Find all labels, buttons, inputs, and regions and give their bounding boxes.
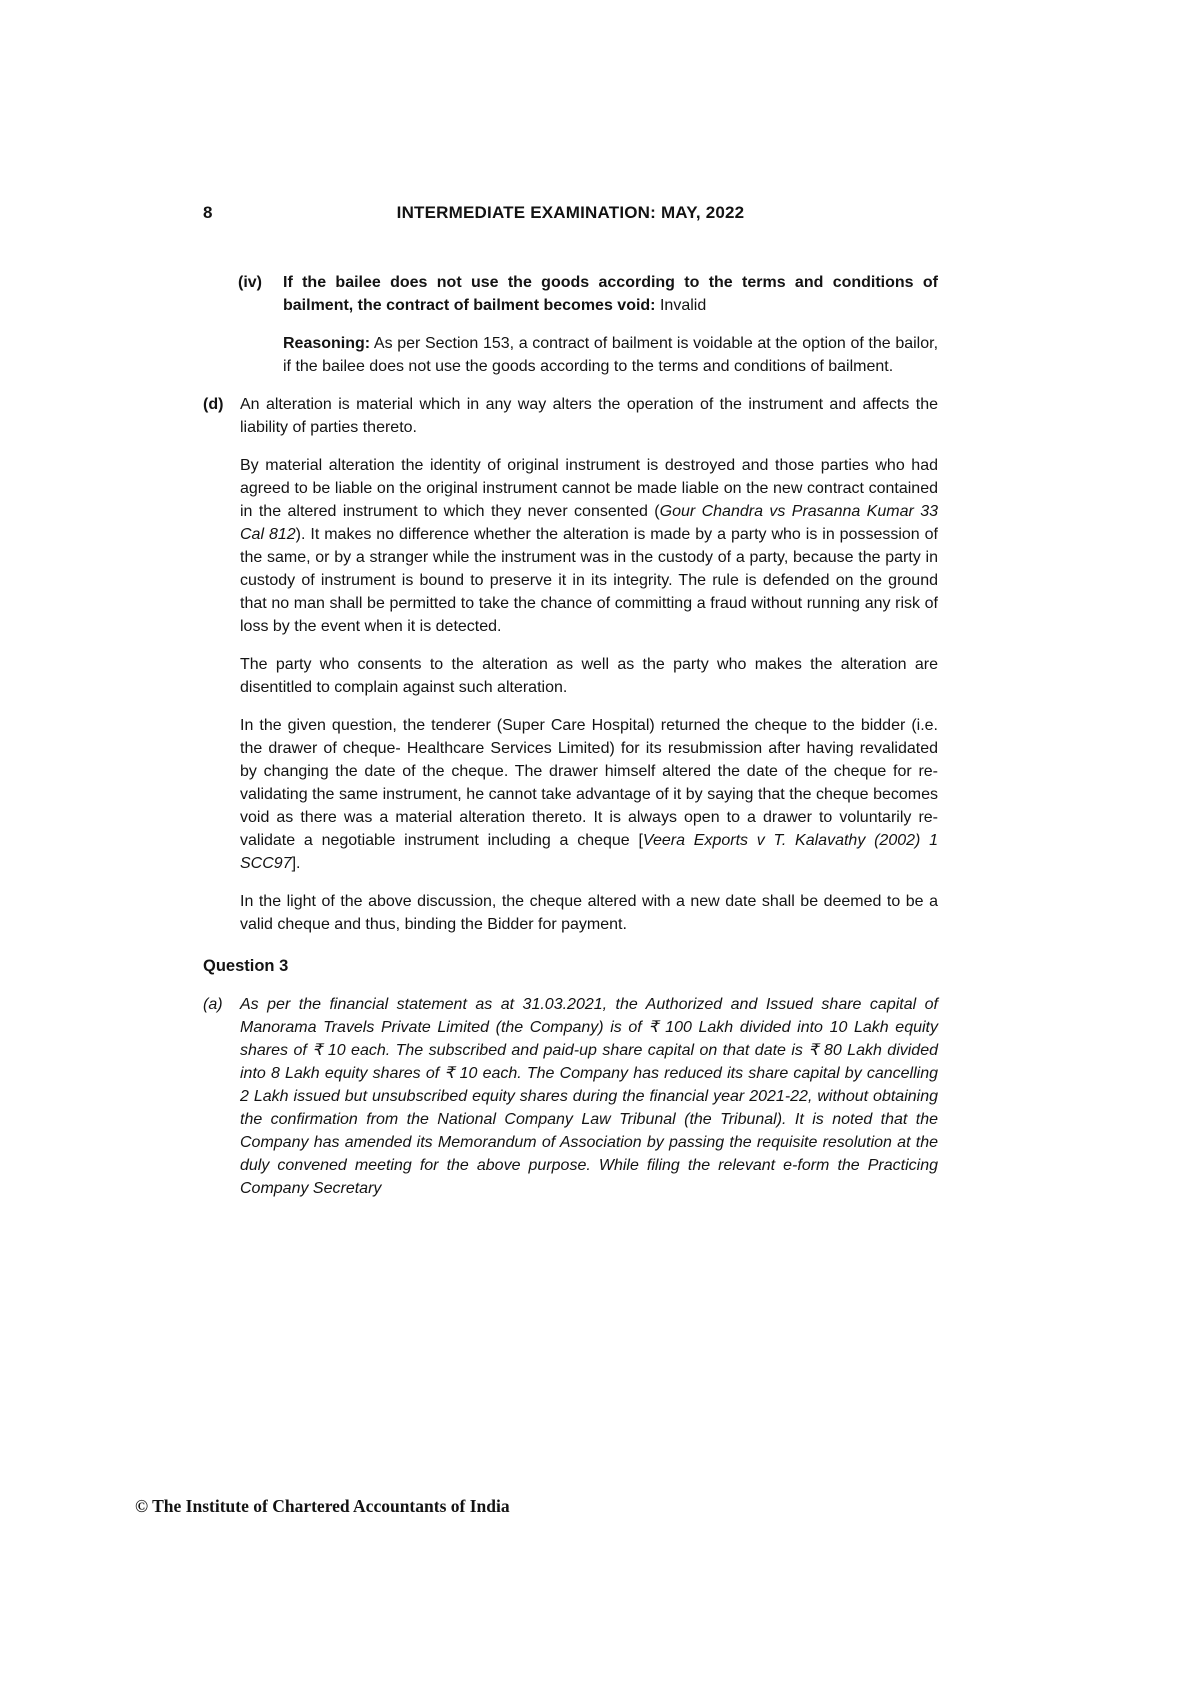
d-paragraph-1: An alteration is material which in any way alters the operation of the instrument and affects the liability of parties thereto. bbox=[240, 396, 938, 436]
iv-reasoning-text: As per Section 153, a contract of bailment is voidable at the option of the bailor, if the bailee does not use the goods according to the terms and conditions of bailment. bbox=[283, 335, 939, 375]
iv-statement-paragraph bbox=[283, 271, 938, 317]
d-paragraph-2 bbox=[240, 454, 938, 638]
iv-answer: Invalid bbox=[659, 297, 707, 314]
list-item-a-label: (a) bbox=[203, 996, 223, 1013]
list-item-d-body bbox=[240, 393, 938, 951]
d-para2-citation: Gour Chandra vs Prasanna Kumar 33 Cal 812 bbox=[240, 503, 938, 543]
iv-reasoning-label: Reasoning: bbox=[283, 335, 371, 352]
page-number: 8 bbox=[203, 203, 213, 222]
d-para2-text-1: By material alteration the identity of original instrument is destroyed and those parties who had agreed to be liable on the original instrument cannot be made liable on the new contract contained in the altered instrument to which they never consented ( bbox=[240, 457, 938, 520]
list-item-a-body bbox=[240, 993, 938, 1215]
d-paragraph-5: In the light of the above discussion, the cheque altered with a new date shall be deemed to be a valid cheque and thus, binding the Bidder for payment. bbox=[240, 893, 938, 933]
iv-reasoning-paragraph bbox=[283, 332, 938, 378]
d-para4-citation: Veera Exports v T. Kalavathy (2002) 1 SCC97 bbox=[240, 832, 938, 872]
d-para4-text-1: In the given question, the tenderer (Super Care Hospital) returned the cheque to the bidder (i.e. the drawer of cheque- Healthcare Services Limited) for its resubmission after having revalidated by changing the date of the cheque. The drawer himself altered the date of the cheque for re-validating the same instrument, he cannot take advantage of it by saying that the cheque becomes void as there was a material alteration thereto. It is always open to a drawer to voluntarily re-validate a negotiable instrument including a cheque [ bbox=[240, 717, 938, 849]
d-paragraph-3: The party who consents to the alteration as well as the party who makes the alteration are disentitled to complain against such alteration. bbox=[240, 656, 938, 696]
d-para2-text-2: ). It makes no difference whether the alteration is made by a party who is in possession of the same, or by a stranger while the instrument was in the custody of a party, because the party in custody of instrument is bound to preserve it in its integrity. The rule is defended on the ground that no man shall be permitted to take the chance of committing a fraud without running any risk of loss by the event when it is detected. bbox=[240, 526, 938, 635]
page-header bbox=[203, 203, 938, 225]
list-item-d bbox=[203, 393, 938, 951]
d-para4-text-2: ]. bbox=[291, 855, 301, 872]
list-item-d-label: (d) bbox=[203, 396, 224, 413]
list-item-iv bbox=[238, 271, 938, 393]
iv-bold-lead: If the bailee does not use the goods according to the terms and conditions of bailment, the contract of bailment becomes void: bbox=[283, 274, 938, 314]
a-paragraph: As per the financial statement as at 31.03.2021, the Authorized and Issued share capital of Manorama Travels Private Limited (the Company) is of ₹ 100 Lakh divided into 10 Lakh equity shares of ₹ 10 each. The subscribed and paid-up share capital on that date is ₹ 80 Lakh divided into 8 Lakh equity shares of ₹ 10 each. The Company has reduced its share capital by cancelling 2 Lakh issued but unsubscribed equity shares during the financial year 2021-22, without obtaining the confirmation from the National Company Law Tribunal (the Tribunal). It is noted that the Company has amended its Memorandum of Association by passing the requisite resolution at the duly convened meeting for the above purpose. While filing the relevant e-form the Practicing Company Secretary bbox=[240, 996, 938, 1197]
list-item-iv-body bbox=[283, 271, 938, 393]
list-item-a bbox=[203, 993, 938, 1215]
page-content bbox=[203, 271, 938, 1215]
d-paragraph-4 bbox=[240, 714, 938, 875]
page-title: INTERMEDIATE EXAMINATION: MAY, 2022 bbox=[396, 203, 745, 222]
question-3-heading: Question 3 bbox=[203, 957, 289, 975]
copyright-footer: © The Institute of Chartered Accountants of India bbox=[135, 1496, 510, 1516]
list-item-iv-label: (iv) bbox=[238, 274, 262, 291]
